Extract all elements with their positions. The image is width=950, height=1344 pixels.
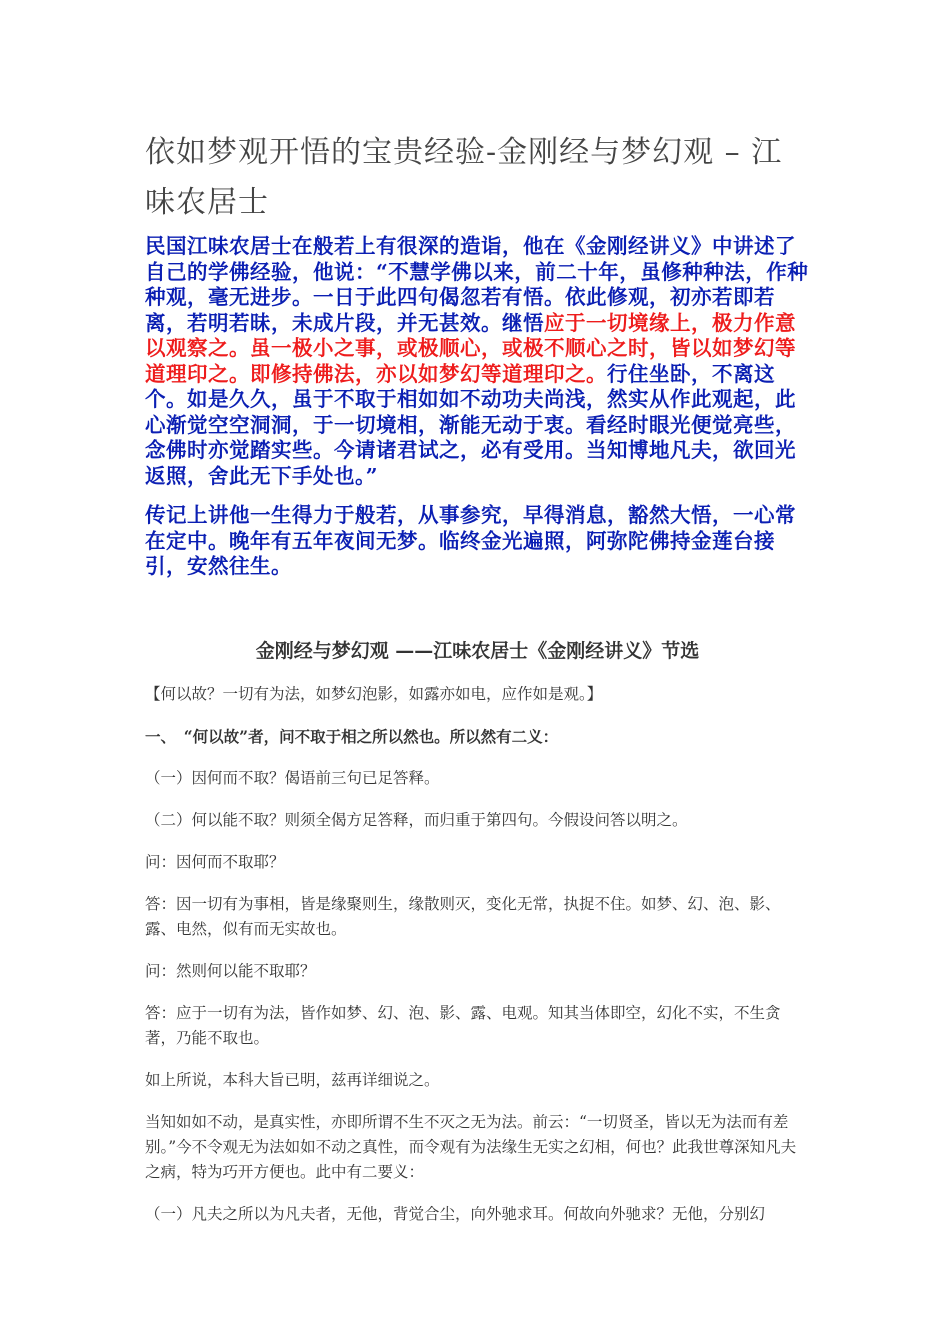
body-paragraph: 问：因何而不取耶？ bbox=[145, 852, 285, 871]
section-title: 金刚经与梦幻观 ——江味农居士《金刚经讲义》节选 bbox=[255, 639, 700, 662]
section-body bbox=[145, 682, 810, 1227]
body-paragraph: 如上所说，本科大旨已明，兹再详细说之。 bbox=[145, 1070, 440, 1089]
document-page bbox=[145, 128, 810, 1244]
body-paragraph: （一）因何而不取？偈语前三句已足答释。 bbox=[145, 768, 440, 787]
body-paragraph: 一、 “何以故”者，问不取于相之所以然也。所以然有二义： bbox=[145, 726, 559, 746]
body-paragraph: 【何以故？一切有为法，如梦幻泡影，如露亦如电，应作如是观。】 bbox=[145, 684, 603, 703]
intro-highlight-red: 应于一切境缘上，极力作意以观察之。虽一极小之事，或极顺心，或极不顺心之时，皆以如梦幻等道理印之。即修持佛法，亦以如梦幻等道理印之。 bbox=[145, 310, 796, 386]
body-paragraph: （二）何以能不取？则须全偈方足答释，而归重于第四句。今假设问答以明之。 bbox=[145, 810, 688, 829]
intro-paragraph-1 bbox=[145, 234, 810, 489]
body-paragraph: 答：应于一切有为法，皆作如梦、幻、泡、影、露、电观。知其当体即空，幻化不实，不生贪著，乃能不取也。 bbox=[145, 1003, 781, 1047]
body-paragraph: 当知如如不动，是真实性，亦即所谓不生不灭之无为法。前云：“一切贤圣，皆以无为法而有差别。”今不令观无为法如如不动之真性，而令观有为法缘生无实之幻相，何也？此我世尊深知凡夫之病，特为巧开方便也。此中有二要义： bbox=[145, 1112, 797, 1181]
intro-text-a: 民国江味农居士在般若上有很深的造诣，他在《金刚经讲义》中讲述了自己的学佛经验，他说：“不慧学佛以来，前二十年，虽修种种法，作种种观，毫无进步。一日于此四句偈忽若有悟。依此修观，初亦若即若离，若明若昧，未成片段，并无甚效。继悟 bbox=[145, 234, 809, 335]
page-title: 依如梦观开悟的宝贵经验-金刚经与梦幻观 – 江味农居士 bbox=[145, 135, 783, 220]
body-paragraph: （一）凡夫之所以为凡夫者，无他，背觉合尘，向外驰求耳。何故向外驰求？无他，分别幻 bbox=[145, 1204, 766, 1223]
intro-paragraph-2: 传记上讲他一生得力于般若，从事参究，早得消息，豁然大悟，一心常在定中。晚年有五年夜间无梦。临终金光遍照，阿弥陀佛持金莲台接引，安然往生。 bbox=[145, 503, 796, 578]
body-paragraph: 答：因一切有为事相，皆是缘聚则生，缘散则灭，变化无常，执捉不住。如梦、幻、泡、影、露、电然，似有而无实故也。 bbox=[145, 894, 781, 938]
intro-block bbox=[145, 234, 810, 580]
body-paragraph: 问：然则何以能不取耶？ bbox=[145, 961, 316, 980]
intro-text-b: 行住坐卧，不离这个。如是久久，虽于不取于相如如不动功夫尚浅，然实从作此观起，此心渐觉空空洞洞，于一切境相，渐能无动于衷。看经时眼光便觉亮些，念佛时亦觉踏实些。今请诸君试之，必有受用。当知博地凡夫，欲回光返照，舍此无下手处也。” bbox=[145, 361, 796, 488]
